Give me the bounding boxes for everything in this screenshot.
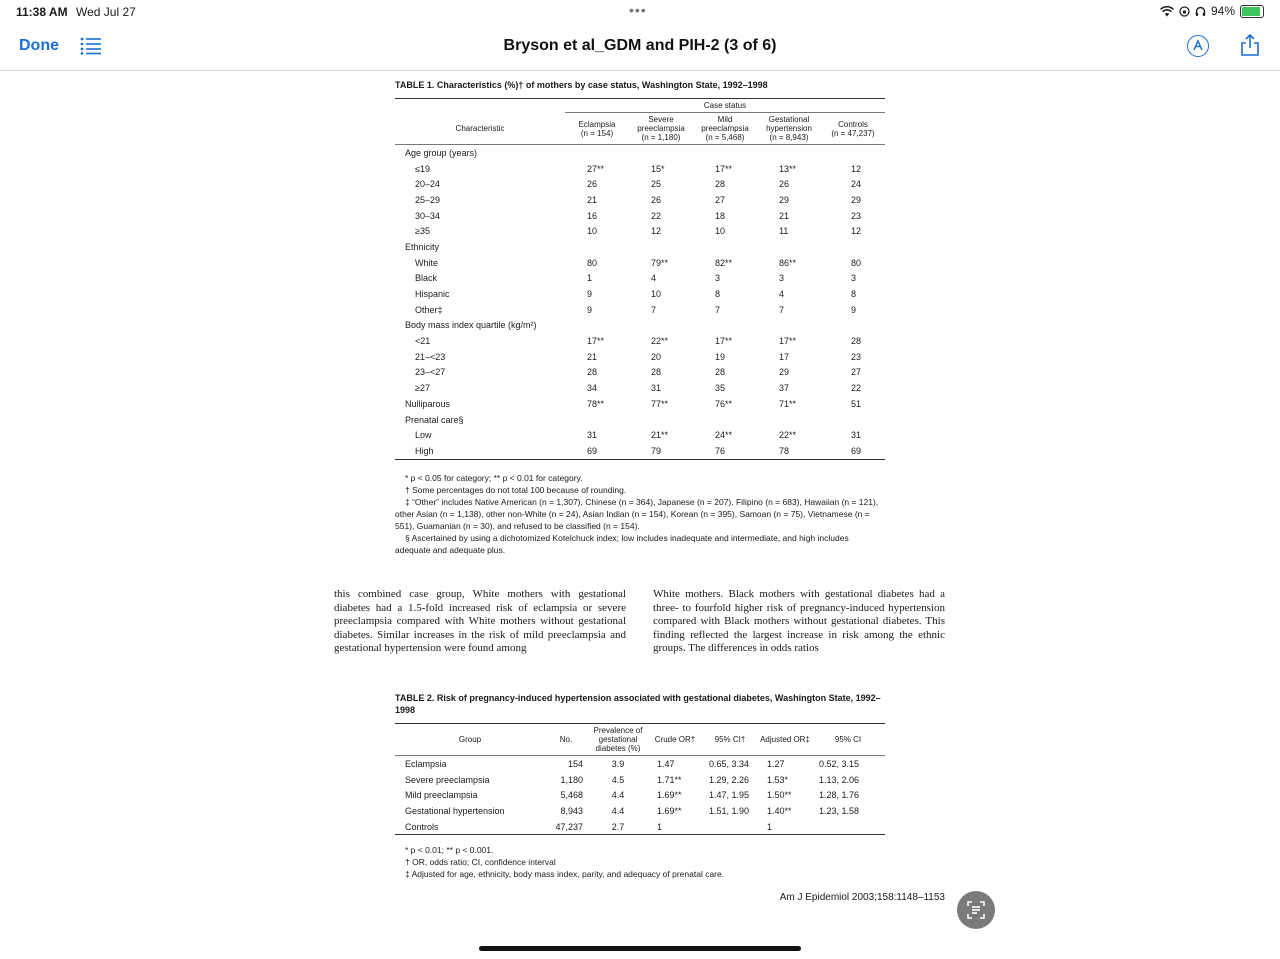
col-n: (n = 1,180) bbox=[641, 133, 681, 142]
table1-row bbox=[395, 380, 885, 396]
multitasking-dots[interactable]: ••• bbox=[629, 2, 647, 18]
col-header: Severe preeclampsia bbox=[637, 115, 685, 133]
table1-cell: 8 bbox=[715, 289, 721, 300]
table1-cell: 17** bbox=[715, 163, 733, 174]
table2-cell: 1.71** bbox=[657, 774, 682, 785]
table1-row bbox=[395, 333, 885, 349]
table1-cell: 23 bbox=[851, 210, 862, 221]
table1-row bbox=[395, 365, 885, 381]
table1-cell bbox=[565, 412, 629, 428]
row-label: Low bbox=[415, 430, 432, 441]
body-text-right: White mothers. Black mothers with gestational diabetes had a three- to fourfold higher risk of pregnancy-induced hypertension compared with Black mothers without gestational diabetes. This finding reflected the largest increase in risk among the ethnic groups. The differences in odds ratios bbox=[653, 588, 945, 655]
col-header: Gestational hypertension bbox=[766, 115, 812, 133]
row-label: 23–<27 bbox=[415, 367, 446, 378]
table1-row bbox=[395, 145, 885, 161]
battery-fill bbox=[1242, 7, 1260, 16]
table2-cell: 1.28, 1.76 bbox=[819, 790, 860, 801]
t2-header: Crude OR† bbox=[649, 724, 701, 756]
table1-cell: 29 bbox=[779, 194, 790, 205]
row-label: Nulliparous bbox=[405, 398, 451, 409]
table2-cell: Severe preeclampsia bbox=[405, 774, 490, 785]
table1-cell: 80 bbox=[587, 257, 598, 268]
table2-row bbox=[395, 787, 885, 803]
t2-header: Adjusted OR‡ bbox=[759, 724, 811, 756]
table1-cell: 21 bbox=[587, 351, 598, 362]
table1 bbox=[395, 98, 885, 460]
row-label: 21–<23 bbox=[415, 351, 446, 362]
table1-footnote: § Ascertained by using a dichotomized Kotelchuck index; low includes inadequate and intermediate, and high includes adequate and adequate plus. bbox=[395, 533, 849, 555]
t2-header: 95% CI† bbox=[701, 724, 759, 756]
table2-cell: 1.23, 1.58 bbox=[819, 805, 860, 816]
table1-cell: 26 bbox=[779, 179, 790, 190]
table1-cell: 24** bbox=[715, 430, 733, 441]
table2-cell: 1.53* bbox=[767, 774, 789, 785]
col-n: (n = 47,237) bbox=[831, 128, 875, 138]
col-n: (n = 8,943) bbox=[769, 133, 809, 142]
row-label: Ethnicity bbox=[405, 241, 440, 252]
table1-cell: 28 bbox=[651, 367, 662, 378]
case-status-header: Case status bbox=[565, 99, 885, 113]
table2-cell bbox=[811, 819, 885, 835]
table1-cell: 79** bbox=[651, 257, 669, 268]
table1-cell bbox=[757, 239, 821, 255]
table2-cell: 1,180 bbox=[560, 774, 583, 785]
pdf-page[interactable] bbox=[0, 70, 1280, 959]
table2-cell: Gestational hypertension bbox=[405, 805, 505, 816]
row-label: <21 bbox=[415, 336, 431, 347]
table2-cell: 3.9 bbox=[611, 758, 625, 769]
table2-cell: Mild preeclampsia bbox=[405, 790, 478, 801]
table1-cell: 71** bbox=[779, 398, 797, 409]
table2 bbox=[395, 723, 885, 835]
row-label: Age group (years) bbox=[405, 147, 478, 158]
table2-cell: 1 bbox=[657, 821, 663, 832]
table1-cell: 4 bbox=[779, 289, 785, 300]
table1-cell bbox=[821, 412, 885, 428]
table2-footnote: * p < 0.01; ** p < 0.001. bbox=[405, 845, 494, 855]
row-label: Body mass index quartile (kg/m²) bbox=[405, 320, 537, 331]
col-n: (n = 154) bbox=[580, 128, 614, 138]
table1-cell: 7 bbox=[715, 304, 721, 315]
table1-cell: 34 bbox=[587, 383, 598, 394]
row-label: ≤19 bbox=[415, 163, 430, 174]
battery-percent: 94% bbox=[1210, 4, 1235, 18]
table1-cell: 76** bbox=[715, 398, 733, 409]
table1-cell: 78 bbox=[779, 445, 790, 456]
table1-cell bbox=[693, 318, 757, 334]
table1-cell: 22 bbox=[851, 383, 862, 394]
wifi-icon bbox=[1160, 6, 1174, 17]
table1-cell: 21 bbox=[587, 194, 598, 205]
table1-row bbox=[395, 318, 885, 334]
table1-cell: 28 bbox=[715, 179, 726, 190]
table1-cell: 24 bbox=[851, 179, 862, 190]
table2-row bbox=[395, 819, 885, 835]
table2-cell: 1.40** bbox=[767, 805, 792, 816]
table1-footnote: † Some percentages do not total 100 because of rounding. bbox=[405, 485, 627, 495]
live-text-button[interactable] bbox=[957, 891, 995, 929]
table1-cell bbox=[757, 318, 821, 334]
table1-cell bbox=[565, 239, 629, 255]
table1-cell: 76 bbox=[715, 445, 726, 456]
table1-cell: 13** bbox=[779, 163, 797, 174]
table1-cell: 82** bbox=[715, 257, 733, 268]
table1-cell: 18 bbox=[715, 210, 726, 221]
table1-cell bbox=[693, 145, 757, 161]
table1-cell: 21** bbox=[651, 430, 669, 441]
table1-cell: 31 bbox=[651, 383, 662, 394]
table1-cell bbox=[629, 412, 693, 428]
table1-row bbox=[395, 427, 885, 443]
battery-icon bbox=[1240, 5, 1264, 18]
table1-cell bbox=[821, 145, 885, 161]
row-label: Prenatal care§ bbox=[405, 414, 464, 425]
table2-footnote: † OR, odds ratio; CI, confidence interval bbox=[405, 857, 556, 867]
table1-cell: 9 bbox=[587, 304, 593, 315]
table1-cell: 27** bbox=[587, 163, 605, 174]
table2-cell: Eclampsia bbox=[405, 758, 447, 769]
table1-row bbox=[395, 302, 885, 318]
table2-cell: 154 bbox=[567, 758, 583, 769]
table1-cell bbox=[565, 145, 629, 161]
table2-cell: 1.29, 2.26 bbox=[709, 774, 750, 785]
table2-cell: 8,943 bbox=[560, 805, 583, 816]
table1-cell: 15* bbox=[651, 163, 665, 174]
table1-cell: 26 bbox=[587, 179, 598, 190]
table1-cell: 28 bbox=[587, 367, 598, 378]
table1-cell: 8 bbox=[851, 289, 857, 300]
table1-cell: 69 bbox=[851, 445, 862, 456]
table1-cell: 17 bbox=[779, 351, 790, 362]
table1-cell: 28 bbox=[715, 367, 726, 378]
table2-cell: 4.5 bbox=[611, 774, 625, 785]
table1-row bbox=[395, 255, 885, 271]
table1-cell: 12 bbox=[651, 226, 662, 237]
document-title: Bryson et al_GDM and PIH-2 (3 of 6) bbox=[503, 37, 777, 54]
table1-cell: 23 bbox=[851, 351, 862, 362]
table2-cell bbox=[701, 819, 759, 835]
row-label: White bbox=[415, 257, 439, 268]
table2-cell: 0.52, 3.15 bbox=[819, 758, 860, 769]
table1-cell: 9 bbox=[587, 289, 593, 300]
table1-cell: 26 bbox=[651, 194, 662, 205]
table1-row bbox=[395, 286, 885, 302]
table1-cell: 17** bbox=[715, 336, 733, 347]
share-icon[interactable] bbox=[1240, 33, 1260, 57]
table1-cell bbox=[693, 239, 757, 255]
row-label: 25–29 bbox=[415, 194, 441, 205]
table2-cell: Controls bbox=[405, 821, 439, 832]
table1-cell: 22** bbox=[779, 430, 797, 441]
table1-cell: 10 bbox=[715, 226, 726, 237]
table1-cell: 3 bbox=[851, 273, 857, 284]
table1-cell: 20 bbox=[651, 351, 662, 362]
table1-cell bbox=[693, 412, 757, 428]
table1-cell: 31 bbox=[587, 430, 598, 441]
table1-row bbox=[395, 412, 885, 428]
table1-row bbox=[395, 396, 885, 412]
table1-cell: 31 bbox=[851, 430, 862, 441]
row-label: 30–34 bbox=[415, 210, 441, 221]
table1-caption: TABLE 1. Characteristics (%)† of mothers by case status, Washington State, 1992–1998 bbox=[395, 80, 768, 90]
table1-cell: 37 bbox=[779, 383, 790, 394]
table2-cell: 1.47 bbox=[657, 758, 675, 769]
col-n: (n = 5,468) bbox=[705, 133, 745, 142]
table1-cell: 17** bbox=[779, 336, 797, 347]
table1-cell: 35 bbox=[715, 383, 726, 394]
t2-header: Prevalence of gestational diabetes (%) bbox=[587, 724, 649, 756]
table1-row bbox=[395, 349, 885, 365]
table1-cell: 3 bbox=[779, 273, 785, 284]
table1-row bbox=[395, 271, 885, 287]
table1-cell: 21 bbox=[779, 210, 790, 221]
table2-cell: 2.7 bbox=[611, 821, 625, 832]
table1-cell: 77** bbox=[651, 398, 669, 409]
table1-cell bbox=[629, 239, 693, 255]
table1-row bbox=[395, 208, 885, 224]
row-label: Black bbox=[415, 273, 438, 284]
table1-cell: 27 bbox=[715, 194, 726, 205]
table1-row bbox=[395, 192, 885, 208]
row-label: High bbox=[415, 445, 434, 456]
characteristic-header: Characteristic bbox=[395, 113, 565, 145]
row-label: ≥35 bbox=[415, 226, 430, 237]
table1-cell: 16 bbox=[587, 210, 598, 221]
table1-cell: 12 bbox=[851, 163, 862, 174]
table1-cell: 51 bbox=[851, 398, 862, 409]
table1-footnote: ‡ “Other” includes Native American (n = 1,307), Chinese (n = 364), Japanese (n = 207), Filipino (n = 683), Hawaiian (n = 121), other Asian (n = 1,138), other non-White (n = 24), Asian Indian (n = 154), Korean (n = 395), Samoan (n = 75), Vietnamese (n = 551), Guamanian (n = 30), and refused to be classified (n = 154). bbox=[395, 497, 879, 531]
table2-caption: TABLE 2. Risk of pregnancy-induced hypertension associated with gestational diabetes, Washington State, 1992–1998 bbox=[395, 693, 881, 715]
table1-cell: 1 bbox=[587, 273, 593, 284]
headphones-icon bbox=[1195, 6, 1206, 17]
table2-cell: 1.69** bbox=[657, 790, 682, 801]
table1-cell: 12 bbox=[851, 226, 862, 237]
table1-cell: 25 bbox=[651, 179, 662, 190]
table2-cell: 4.4 bbox=[611, 790, 625, 801]
row-label: ≥27 bbox=[415, 383, 430, 394]
t2-header: Group bbox=[395, 724, 545, 756]
table1-row bbox=[395, 161, 885, 177]
table1-cell: 79 bbox=[651, 445, 662, 456]
table1-cell bbox=[565, 318, 629, 334]
table1-cell: 78** bbox=[587, 398, 605, 409]
col-header: Eclampsia bbox=[578, 119, 616, 129]
table1-row bbox=[395, 223, 885, 239]
table2-row bbox=[395, 756, 885, 772]
row-label: Hispanic bbox=[415, 289, 450, 300]
table2-cell: 0.65, 3.34 bbox=[709, 758, 750, 769]
col-header: Controls bbox=[838, 119, 868, 129]
t2-header: 95% CI bbox=[811, 724, 885, 756]
table1-footnote: * p < 0.05 for category; ** p < 0.01 for category. bbox=[405, 473, 583, 483]
table1-cell: 22 bbox=[651, 210, 662, 221]
table1-row bbox=[395, 443, 885, 459]
col-header: Mild preeclampsia bbox=[701, 115, 749, 133]
table2-cell: 1.69** bbox=[657, 805, 682, 816]
table2-cell: 5,468 bbox=[560, 790, 583, 801]
navigation-bar bbox=[0, 24, 1280, 71]
markup-icon[interactable] bbox=[1187, 35, 1209, 57]
row-label: 20–24 bbox=[415, 179, 441, 190]
table1-cell: 9 bbox=[851, 304, 857, 315]
table1-row bbox=[395, 239, 885, 255]
table2-cell: 1 bbox=[767, 821, 773, 832]
table2-cell: 1.51, 1.90 bbox=[709, 805, 750, 816]
home-indicator[interactable] bbox=[479, 946, 801, 951]
table1-body bbox=[395, 145, 885, 460]
table2-cell: 1.13, 2.06 bbox=[819, 774, 860, 785]
table1-cell bbox=[757, 145, 821, 161]
table1-cell bbox=[821, 318, 885, 334]
table2-footnote: ‡ Adjusted for age, ethnicity, body mass index, parity, and adequacy of prenatal care. bbox=[405, 869, 725, 879]
orientation-lock-icon bbox=[1179, 6, 1190, 17]
table2-cell: 4.4 bbox=[611, 805, 625, 816]
citation: Am J Epidemiol 2003;158:1148–1153 bbox=[779, 892, 945, 903]
table2-row bbox=[395, 803, 885, 819]
table1-cell: 11 bbox=[779, 226, 789, 237]
status-bar bbox=[0, 0, 1280, 24]
table1-cell: 3 bbox=[715, 273, 721, 284]
table1-cell bbox=[821, 239, 885, 255]
table1-cell: 22** bbox=[651, 336, 669, 347]
table2-cell: 47,237 bbox=[555, 821, 583, 832]
table1-cell: 69 bbox=[587, 445, 598, 456]
table2-body bbox=[395, 756, 885, 835]
table1-cell: 19 bbox=[715, 351, 726, 362]
status-time: 11:38 AM bbox=[16, 5, 68, 19]
table1-cell: 10 bbox=[587, 226, 598, 237]
table1-cell: 7 bbox=[651, 304, 657, 315]
table1-cell: 27 bbox=[851, 367, 862, 378]
table1-cell: 29 bbox=[851, 194, 862, 205]
table1-cell: 28 bbox=[851, 336, 862, 347]
table1-cell: 4 bbox=[651, 273, 657, 284]
table1-cell: 7 bbox=[779, 304, 785, 315]
status-indicators bbox=[1160, 4, 1264, 18]
row-label: Other‡ bbox=[415, 304, 443, 315]
table1-cell: 10 bbox=[651, 289, 662, 300]
table1-cell: 86** bbox=[779, 257, 797, 268]
table2-row bbox=[395, 772, 885, 788]
table1-cell bbox=[757, 412, 821, 428]
live-text-icon bbox=[957, 891, 995, 929]
table1-cell bbox=[629, 145, 693, 161]
done-button[interactable]: Done bbox=[19, 37, 59, 54]
t2-header: No. bbox=[545, 724, 587, 756]
table2-cell: 1.27 bbox=[767, 758, 785, 769]
body-text-left: this combined case group, White mothers with gestational diabetes had a 1.5-fold increased risk of eclampsia or severe preeclampsia compared with White mothers without gestational diabetes. Similar increases in the risk of mild preeclampsia and gestational hypertension were found among bbox=[334, 588, 626, 655]
table1-cell: 29 bbox=[779, 367, 790, 378]
table2-cell: 1.47, 1.95 bbox=[709, 790, 750, 801]
table1-cell: 80 bbox=[851, 257, 862, 268]
status-date: Wed Jul 27 bbox=[76, 5, 136, 19]
table2-cell: 1.50** bbox=[767, 790, 792, 801]
table1-cell bbox=[629, 318, 693, 334]
table1-cell: 17** bbox=[587, 336, 605, 347]
table1-row bbox=[395, 176, 885, 192]
